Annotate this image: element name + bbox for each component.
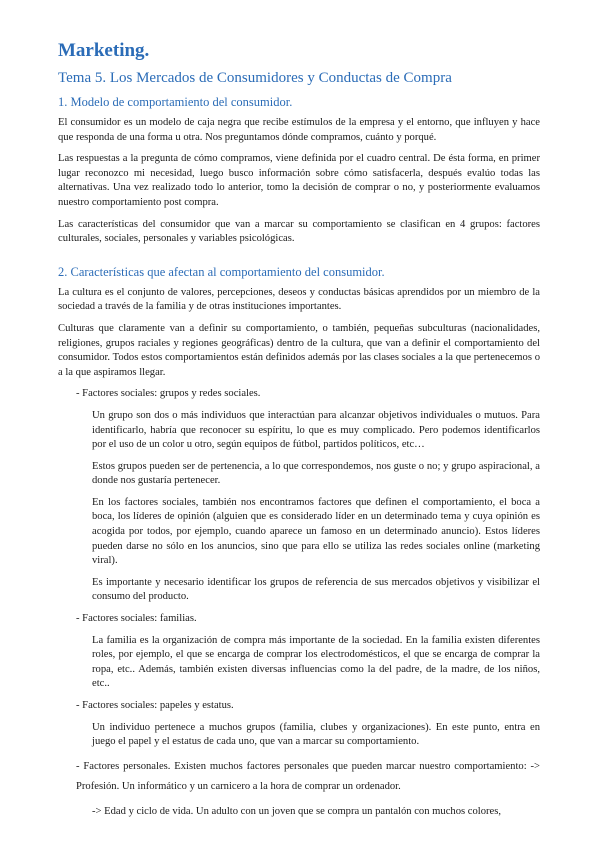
roles-status-paragraph: Un individuo pertenece a muchos grupos (familia, clubes y organizaciones). En este punto, entra en juego el papel y el estatus de cada uno, que van a marcar su comportamiento. [92,721,540,748]
section1-heading: 1. Modelo de comportamiento del consumidor. [58,95,293,109]
bullet-families: - Factores sociales: familias. [76,613,197,625]
section2-paragraph-2: Culturas que claramente van a definir su comportamiento, o también, pequeñas subculturas (nacionalidades, religiones, grupos raciales y regiones geográficas) dentro de la cultura, que van a definir el comportamiento del consumidor. Todos estos comportamientos están definidos además por las clases sociales a la que pertenecemos o a la que aspiramos llegar. [58,322,540,378]
section1-paragraph-2: Las respuestas a la pregunta de cómo compramos, viene definida por el cuadro central. De ésta forma, en primer lugar reconozco mi necesidad, luego busco información sobre cómo satisfacerla, después evalúo todas las alternativas. Una vez realizado todo lo anterior, tomo la decisión de comprar o no, y posteriormente evaluamos nuestro comportamiento post compra. [58,153,540,208]
social-groups-paragraph-4: Es importante y necesario identificar los grupos de referencia de sus mercados objetivos y visibilizar el consumo del producto. [92,576,540,603]
families-paragraph: La familia es la organización de compra más importante de la sociedad. En la familia existen diferentes roles, por ejemplo, el que se encarga de comprar los electrodomésticos, el que se encarga de comprar la ropa, etc.. Además, también existen diversas influencias como la del padre, de la madre, de los niños, etc.. [92,634,540,690]
social-groups-paragraph-3: En los factores sociales, también nos encontramos factores que definen el comportamiento, el boca a boca, los líderes de opinión (alguien que es considerado líder en un determinado tema y cuya opinión es acogida por todos, por ejemplo, cuando aparece un famoso en un determinado anuncio). Estos líderes pueden darse no sólo en los anuncios, sino que para ello se utiliza las redes sociales online (marketing viral). [92,496,540,567]
section1-paragraph-1: El consumidor es un modelo de caja negra que recibe estímulos de la empresa y el entorno, que influyen y hace que responda de una forma u otra. Nos preguntamos dónde compramos, cuánto y porqué. [58,117,540,143]
bullet-personal-factors: - Factores personales. Existen muchos factores personales que pueden marcar nuestro comportamiento: -> Profesión. Un informático y un carnicero a la hora de comprar un ordenador. [76,760,540,792]
document-subtitle: Tema 5. Los Mercados de Consumidores y Conductas de Compra [58,70,452,86]
bullet-roles-status: - Factores sociales: papeles y estatus. [76,700,234,711]
bullet-social-groups: - Factores sociales: grupos y redes sociales. [76,388,261,400]
section1-paragraph-3: Las características del consumidor que van a marcar su comportamiento se clasifican en 4 grupos: factores culturales, sociales, personales y variables psicológicas. [58,218,540,245]
social-groups-paragraph-1: Un grupo son dos o más individuos que interactúan para alcanzar objetivos individuales o mutuos. Para identificarlo, habría que reconocer su espíritu, lo que es muy complicado. Pero podemos identificarlos por el uso de un color u otro, según equipos de fútbol, partidos políticos, etc… [92,409,540,451]
document-title: Marketing. [58,40,150,61]
personal-factors-age: -> Edad y ciclo de vida. Un adulto con un joven que se compra un pantalón con muchos colores, [92,805,502,817]
section2-paragraph-1: La cultura es el conjunto de valores, percepciones, deseos y conductas básicas aprendidos por un miembro de la sociedad a través de la familia y de otras instituciones importantes. [58,286,540,313]
social-groups-paragraph-2: Estos grupos pueden ser de pertenencia, a lo que correspondemos, nos guste o no; y grupo aspiracional, a donde nos gustaría pertenecer. [92,460,540,487]
section2-heading: 2. Características que afectan al comportamiento del consumidor. [58,264,385,279]
